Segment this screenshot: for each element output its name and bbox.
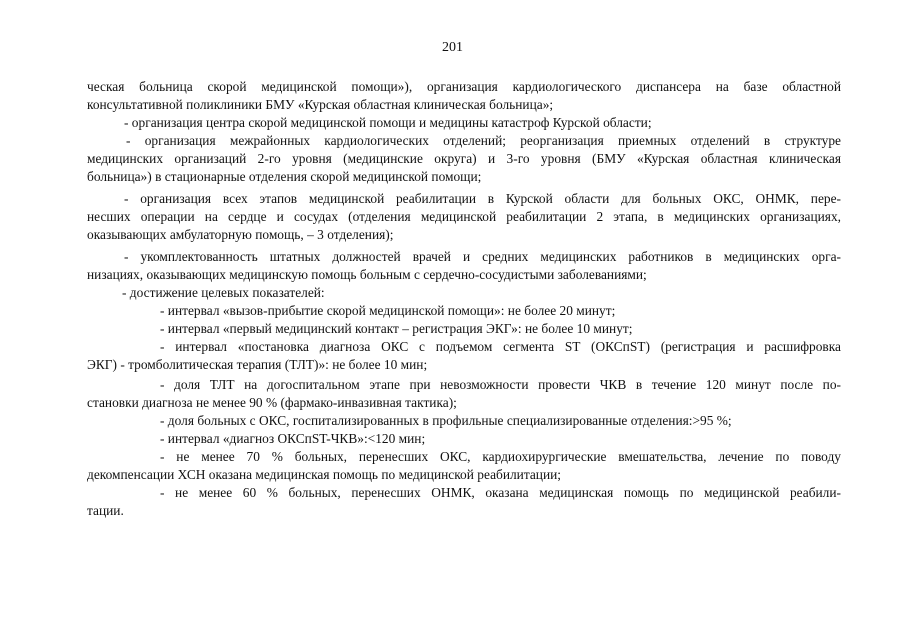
text-line-5: медицинских организаций 2-го уровня (медицинские округа) и 3-го уровня (БМУ «Курская областная клиническая [87, 151, 841, 166]
text-line-16: ЭКГ) - тромболитическая терапия (ТЛТ)»: не более 10 мин; [87, 357, 428, 372]
text-line-23: - не менее 60 % больных, перенесших ОНМК, оказана медицинская помощь по медицинской реабили- [160, 485, 841, 500]
text-line-2: консультативной поликлиники БМУ «Курская областная клиническая больница»; [87, 97, 554, 112]
text-line-19: - доля больных с ОКС, госпитализированных в профильные специализированные отделения:>95 %; [160, 413, 732, 428]
text-line-22: декомпенсации ХСН оказана медицинская помощь по медицинской реабилитации; [87, 467, 562, 482]
text-line-3: - организация центра скорой медицинской помощи и медицины катастроф Курской области; [124, 115, 652, 130]
text-line-14: - интервал «первый медицинский контакт – регистрация ЭКГ»: не более 10 минут; [160, 321, 633, 336]
text-line-18: становки диагноза не менее 90 % (фармако-инвазивная тактика); [87, 395, 457, 410]
text-line-21: - не менее 70 % больных, перенесших ОКС, кардиохирургические вмешательства, лечение по поводу [160, 449, 841, 464]
text-line-24: тации. [87, 503, 124, 518]
text-line-15: - интервал «постановка диагноза ОКС с подъемом сегмента ST (ОКСпST) (регистрация и расшифровка [160, 339, 841, 354]
text-line-10: - укомплектованность штатных должностей врачей и средних медицинских работников в медицинских орга- [124, 249, 841, 264]
text-line-1: ческая больница скорой медицинской помощи»), организация кардиологического диспансера на базе областной [87, 79, 841, 94]
page-number: 201 [442, 40, 463, 55]
text-line-9: оказывающих амбулаторную помощь, – 3 отделения); [87, 227, 394, 242]
text-line-8: несших операции на сердце и сосудах (отделения медицинской реабилитации 2 этапа, в медицинских организациях, [87, 209, 841, 224]
text-line-6: больница») в стационарные отделения скорой медицинской помощи; [87, 169, 482, 184]
text-line-11: низациях, оказывающих медицинскую помощь больным с сердечно-сосудистыми заболеваниями; [87, 267, 647, 282]
text-line-12: - достижение целевых показателей: [122, 285, 325, 300]
text-line-20: - интервал «диагноз ОКСпST-ЧКВ»:<120 мин; [160, 431, 426, 446]
text-line-17: - доля ТЛТ на догоспитальном этапе при невозможности провести ЧКВ в течение 120 минут после по- [160, 377, 841, 392]
text-line-7: - организация всех этапов медицинской реабилитации в Курской области для больных ОКС, ОНМК, пере- [124, 191, 841, 206]
text-line-13: - интервал «вызов-прибытие скорой медицинской помощи»: не более 20 минут; [160, 303, 616, 318]
text-line-4: - организация межрайонных кардиологических отделений; реорганизация приемных отделений в структуре [126, 133, 841, 148]
